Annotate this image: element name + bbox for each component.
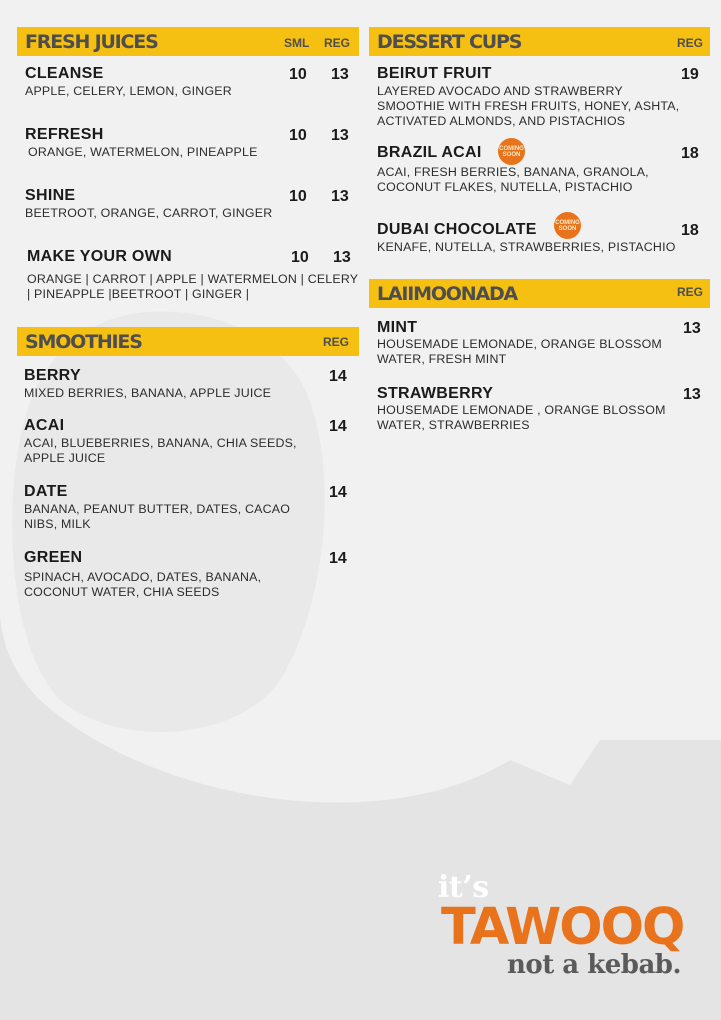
item-description: SPINACH, AVOCADO, DATES, BANANA, COCONUT WATER, CHIA SEEDS: [24, 570, 262, 599]
badge-line-1: COMING: [499, 145, 524, 152]
menu-item-beirut-fruit: [369, 65, 710, 130]
brand-logo: [437, 870, 707, 985]
fresh-juices-header: [17, 27, 359, 56]
item-name: DATE: [24, 483, 68, 500]
size-regular-label: REG: [323, 335, 350, 349]
item-name: MAKE YOUR OWN: [27, 248, 172, 265]
brand-tagline: not a kebab.: [507, 950, 682, 980]
item-name: ACAI: [24, 417, 65, 434]
size-regular-label: REG: [324, 36, 351, 50]
item-description: HOUSEMADE LEMONADE , ORANGE BLOSSOM WATER, STRAWBERRIES: [377, 403, 666, 432]
item-description: BEETROOT, ORANGE, CARROT, GINGER: [25, 206, 273, 220]
coming-soon-badge: [498, 138, 525, 165]
size-regular-label: REG: [677, 285, 704, 299]
item-name: SHINE: [25, 187, 76, 204]
item-name: CLEANSE: [25, 65, 104, 82]
item-price-regular: 13: [331, 127, 349, 144]
item-price-small: 10: [289, 127, 307, 144]
item-price-regular: 13: [331, 188, 349, 205]
smoothies-title: SMOOTHIES: [25, 330, 142, 353]
item-description: ORANGE | CARROT | APPLE | WATERMELON | CELERY | PINEAPPLE |BEETROOT | GINGER |: [27, 272, 359, 301]
laiimoonada-title: LAIIMOONADA: [377, 282, 518, 305]
item-price-small: 10: [291, 249, 309, 266]
dessert-cups-header: [369, 27, 710, 56]
item-name: BRAZIL ACAI: [377, 144, 482, 161]
menu-item-dubai-chocolate: [369, 221, 710, 261]
menu-item-mint: [369, 319, 710, 364]
menu-item-brazil-acai: [369, 144, 710, 199]
laiimoonada-header: [369, 279, 710, 308]
item-description: LAYERED AVOCADO AND STRAWBERRY SMOOTHIE WITH FRESH FRUITS, HONEY, ASHTA, ACTIVATED ALMONDS, AND PISTACHIOS: [377, 84, 680, 128]
item-description: MIXED BERRIES, BANANA, APPLE JUICE: [24, 386, 272, 400]
item-price-regular: 13: [331, 66, 349, 83]
item-price-regular: 14: [329, 550, 347, 567]
item-description: BANANA, PEANUT BUTTER, DATES, CACAO NIBS, MILK: [24, 502, 291, 531]
item-price-regular: 14: [329, 368, 347, 385]
item-description: ACAI, FRESH BERRIES, BANANA, GRANOLA, COCONUT FLAKES, NUTELLA, PISTACHIO: [377, 165, 649, 194]
item-name: BEIRUT FRUIT: [377, 65, 492, 82]
badge-line-2: SOON: [502, 151, 521, 158]
size-regular-label: REG: [677, 36, 704, 50]
menu-item-strawberry: [369, 385, 710, 430]
badge-line-2: SOON: [558, 225, 577, 232]
menu-item-make-your-own: [17, 248, 359, 308]
menu-item-date: [17, 483, 359, 533]
badge-line-1: COMING: [555, 219, 580, 226]
item-description: HOUSEMADE LEMONADE, ORANGE BLOSSOM WATER, FRESH MINT: [377, 337, 662, 366]
fresh-juices-title: FRESH JUICES: [25, 30, 158, 53]
item-price-regular: 18: [681, 222, 699, 239]
item-price-regular: 19: [681, 66, 699, 83]
menu-item-berry: [17, 367, 359, 407]
brand-name: TAWOOQ: [441, 898, 684, 957]
item-price-small: 10: [289, 188, 307, 205]
item-name: DUBAI CHOCOLATE: [377, 221, 537, 238]
menu-item-acai: [17, 417, 359, 467]
item-name: STRAWBERRY: [377, 385, 494, 402]
item-name: MINT: [377, 319, 418, 336]
item-price-regular: 13: [333, 249, 351, 266]
menu-item-refresh: [17, 126, 359, 166]
item-price-regular: 13: [683, 320, 701, 337]
item-description: KENAFE, NUTELLA, STRAWBERRIES, PISTACHIO: [377, 240, 676, 254]
item-description: ACAI, BLUEBERRIES, BANANA, CHIA SEEDS, APPLE JUICE: [24, 436, 297, 465]
size-small-label: SML: [284, 36, 310, 50]
menu-item-shine: [17, 187, 359, 227]
menu-item-green: [17, 549, 359, 599]
item-name: BERRY: [24, 367, 81, 384]
item-price-regular: 18: [681, 145, 699, 162]
item-description: ORANGE, WATERMELON, PINEAPPLE: [28, 145, 258, 159]
coming-soon-badge: [554, 212, 581, 239]
brand-its-text: it’s: [438, 870, 489, 905]
item-price-small: 10: [289, 66, 307, 83]
item-name: GREEN: [24, 549, 83, 566]
item-name: REFRESH: [25, 126, 104, 143]
item-price-regular: 13: [683, 386, 701, 403]
smoothies-header: [17, 327, 359, 356]
item-description: APPLE, CELERY, LEMON, GINGER: [25, 84, 232, 98]
dessert-cups-title: DESSERT CUPS: [377, 30, 522, 53]
menu-item-cleanse: [17, 65, 359, 105]
item-price-regular: 14: [329, 418, 347, 435]
item-price-regular: 14: [329, 484, 347, 501]
